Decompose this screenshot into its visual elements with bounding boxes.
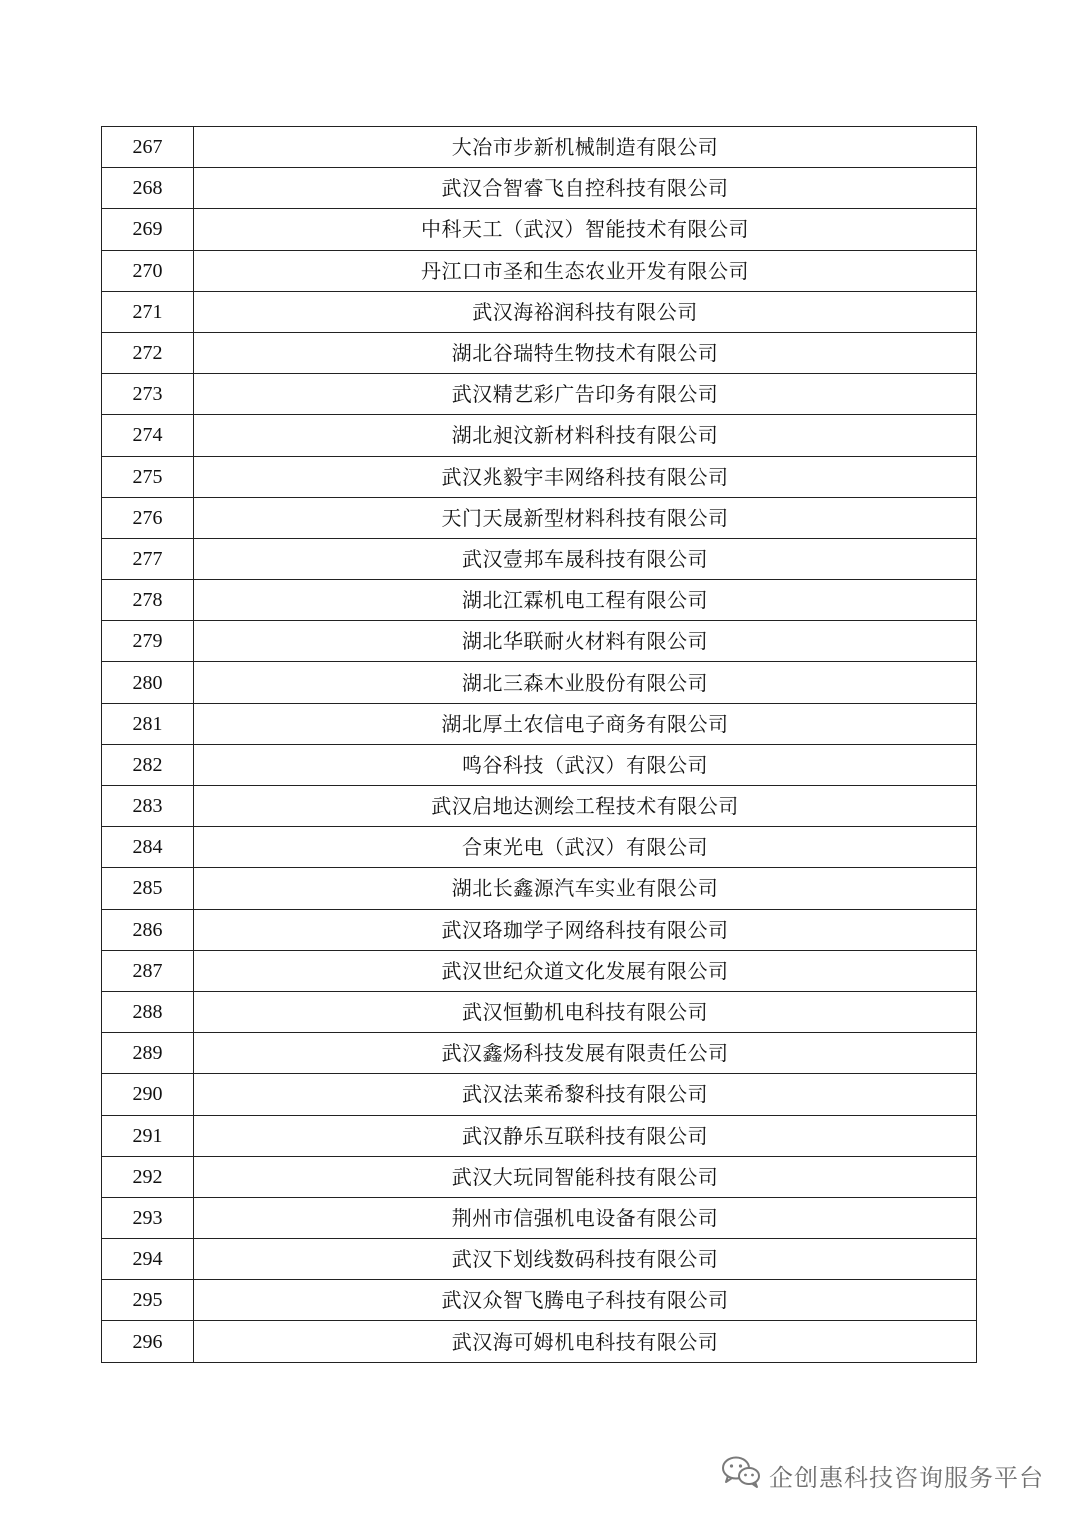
row-number-cell: 280 bbox=[102, 662, 194, 703]
table-row bbox=[102, 950, 977, 991]
row-number-cell: 272 bbox=[102, 332, 194, 373]
row-number-cell: 277 bbox=[102, 538, 194, 579]
table-row bbox=[102, 538, 977, 579]
table-row bbox=[102, 127, 977, 168]
row-number-cell: 268 bbox=[102, 168, 194, 209]
company-name-cell: 武汉法莱希黎科技有限公司 bbox=[194, 1074, 977, 1115]
wechat-icon bbox=[721, 1455, 761, 1495]
company-name-cell: 武汉鑫炀科技发展有限责任公司 bbox=[194, 1033, 977, 1074]
table-row bbox=[102, 703, 977, 744]
row-number-cell: 285 bbox=[102, 868, 194, 909]
row-number-cell: 293 bbox=[102, 1197, 194, 1238]
company-name-cell: 武汉壹邦车晟科技有限公司 bbox=[194, 538, 977, 579]
row-number-cell: 274 bbox=[102, 415, 194, 456]
row-number-cell: 294 bbox=[102, 1239, 194, 1280]
company-name-cell: 武汉下划线数码科技有限公司 bbox=[194, 1239, 977, 1280]
company-name-cell: 湖北华联耐火材料有限公司 bbox=[194, 621, 977, 662]
table-row bbox=[102, 1280, 977, 1321]
row-number-cell: 267 bbox=[102, 127, 194, 168]
table-row bbox=[102, 744, 977, 785]
table-row bbox=[102, 415, 977, 456]
company-name-cell: 武汉大玩同智能科技有限公司 bbox=[194, 1156, 977, 1197]
row-number-cell: 283 bbox=[102, 786, 194, 827]
row-number-cell: 278 bbox=[102, 580, 194, 621]
company-name-cell: 合束光电（武汉）有限公司 bbox=[194, 827, 977, 868]
row-number-cell: 290 bbox=[102, 1074, 194, 1115]
row-number-cell: 287 bbox=[102, 950, 194, 991]
table-row bbox=[102, 1033, 977, 1074]
company-name-cell: 湖北厚土农信电子商务有限公司 bbox=[194, 703, 977, 744]
company-name-cell: 武汉恒勤机电科技有限公司 bbox=[194, 991, 977, 1032]
table-body bbox=[102, 127, 977, 1363]
row-number-cell: 270 bbox=[102, 250, 194, 291]
table-row bbox=[102, 456, 977, 497]
row-number-cell: 281 bbox=[102, 703, 194, 744]
table-row bbox=[102, 827, 977, 868]
table-row bbox=[102, 1115, 977, 1156]
table-row bbox=[102, 580, 977, 621]
company-name-cell: 中科天工（武汉）智能技术有限公司 bbox=[194, 209, 977, 250]
row-number-cell: 296 bbox=[102, 1321, 194, 1362]
company-name-cell: 大冶市步新机械制造有限公司 bbox=[194, 127, 977, 168]
watermark bbox=[721, 1455, 1044, 1495]
table-row bbox=[102, 209, 977, 250]
row-number-cell: 286 bbox=[102, 909, 194, 950]
company-name-cell: 武汉精艺彩广告印务有限公司 bbox=[194, 374, 977, 415]
table-row bbox=[102, 374, 977, 415]
table-row bbox=[102, 662, 977, 703]
row-number-cell: 273 bbox=[102, 374, 194, 415]
table-row bbox=[102, 250, 977, 291]
company-name-cell: 湖北三森木业股份有限公司 bbox=[194, 662, 977, 703]
company-name-cell: 湖北江霖机电工程有限公司 bbox=[194, 580, 977, 621]
company-name-cell: 武汉海可姆机电科技有限公司 bbox=[194, 1321, 977, 1362]
company-name-cell: 丹江口市圣和生态农业开发有限公司 bbox=[194, 250, 977, 291]
row-number-cell: 289 bbox=[102, 1033, 194, 1074]
table-row bbox=[102, 1074, 977, 1115]
company-name-cell: 武汉众智飞腾电子科技有限公司 bbox=[194, 1280, 977, 1321]
company-name-cell: 湖北长鑫源汽车实业有限公司 bbox=[194, 868, 977, 909]
company-name-cell: 天门天晟新型材料科技有限公司 bbox=[194, 497, 977, 538]
company-name-cell: 武汉静乐互联科技有限公司 bbox=[194, 1115, 977, 1156]
company-list-table bbox=[101, 126, 977, 1363]
company-name-cell: 武汉合智睿飞自控科技有限公司 bbox=[194, 168, 977, 209]
company-name-cell: 武汉海裕润科技有限公司 bbox=[194, 291, 977, 332]
company-name-cell: 武汉启地达测绘工程技术有限公司 bbox=[194, 786, 977, 827]
company-name-cell: 武汉珞珈学子网络科技有限公司 bbox=[194, 909, 977, 950]
row-number-cell: 288 bbox=[102, 991, 194, 1032]
table-row bbox=[102, 497, 977, 538]
table-row bbox=[102, 1321, 977, 1362]
table-row bbox=[102, 1156, 977, 1197]
row-number-cell: 276 bbox=[102, 497, 194, 538]
row-number-cell: 295 bbox=[102, 1280, 194, 1321]
table-row bbox=[102, 868, 977, 909]
table-row bbox=[102, 1239, 977, 1280]
table-row bbox=[102, 786, 977, 827]
company-name-cell: 湖北谷瑞特生物技术有限公司 bbox=[194, 332, 977, 373]
row-number-cell: 269 bbox=[102, 209, 194, 250]
company-name-cell: 湖北昶汶新材料科技有限公司 bbox=[194, 415, 977, 456]
table-row bbox=[102, 909, 977, 950]
row-number-cell: 279 bbox=[102, 621, 194, 662]
table-row bbox=[102, 621, 977, 662]
row-number-cell: 284 bbox=[102, 827, 194, 868]
watermark-text: 企创惠科技咨询服务平台 bbox=[769, 1463, 1044, 1492]
row-number-cell: 271 bbox=[102, 291, 194, 332]
table-row bbox=[102, 332, 977, 373]
table-row bbox=[102, 991, 977, 1032]
table-row bbox=[102, 1197, 977, 1238]
row-number-cell: 275 bbox=[102, 456, 194, 497]
row-number-cell: 282 bbox=[102, 744, 194, 785]
company-name-cell: 武汉世纪众道文化发展有限公司 bbox=[194, 950, 977, 991]
row-number-cell: 292 bbox=[102, 1156, 194, 1197]
table-row bbox=[102, 168, 977, 209]
table-row bbox=[102, 291, 977, 332]
company-name-cell: 鸣谷科技（武汉）有限公司 bbox=[194, 744, 977, 785]
row-number-cell: 291 bbox=[102, 1115, 194, 1156]
company-name-cell: 荆州市信强机电设备有限公司 bbox=[194, 1197, 977, 1238]
company-name-cell: 武汉兆毅宇丰网络科技有限公司 bbox=[194, 456, 977, 497]
